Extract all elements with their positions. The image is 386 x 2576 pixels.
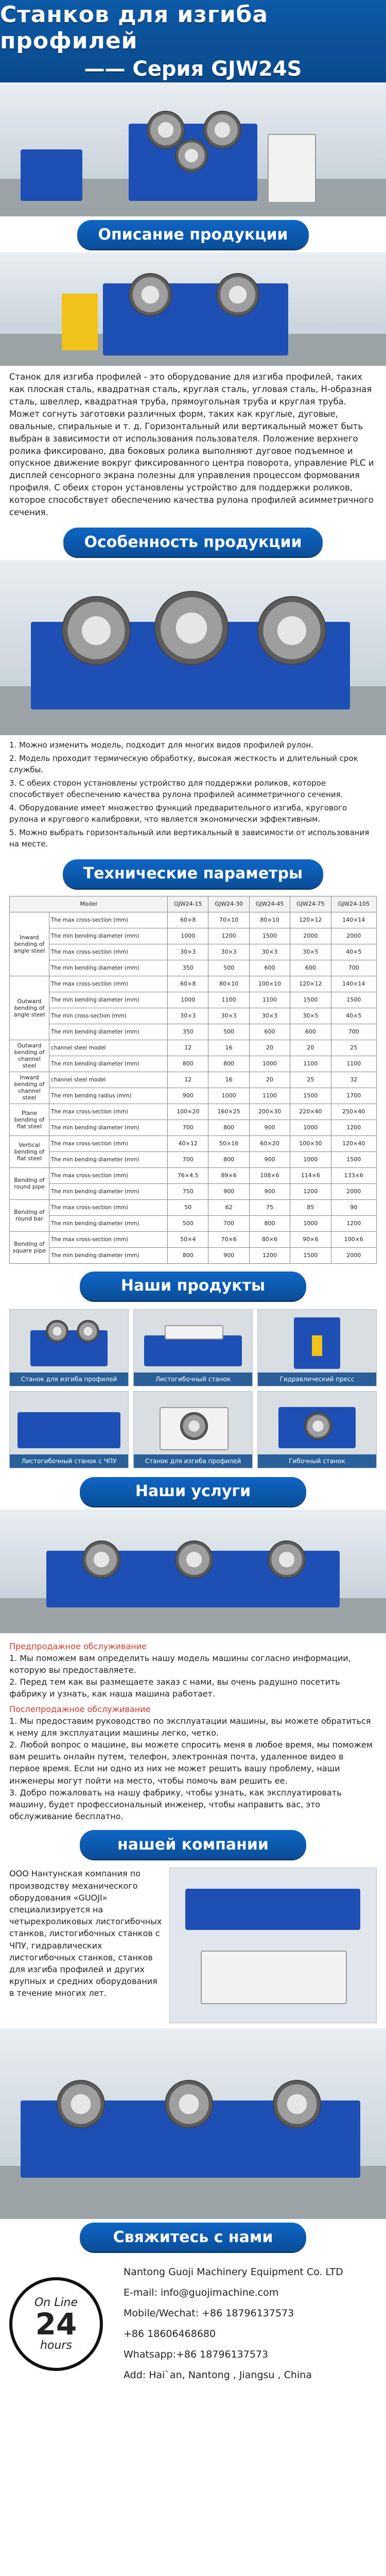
spec-cell: 120×12 (290, 912, 331, 928)
spec-cell: 25 (331, 1040, 376, 1056)
spec-cell: 80×6 (249, 1231, 290, 1247)
spec-row (10, 1024, 377, 1040)
spec-cell: 900 (249, 1151, 290, 1167)
section-products-title: Наши продукты (80, 1272, 306, 1300)
spec-cell: 350 (168, 1024, 208, 1040)
spec-cell: 1500 (290, 1247, 331, 1263)
section-services-header (0, 1473, 386, 1510)
banner-series: —— Серия GJW24S (84, 57, 302, 81)
description-machine-photo (0, 252, 386, 366)
spec-cell: 800 (208, 1120, 249, 1136)
spec-row (10, 992, 377, 1008)
services-text (0, 1633, 386, 1827)
spec-cell: 50×16 (208, 1136, 249, 1151)
spec-cell: 1000 (168, 992, 208, 1008)
spec-cell: 30×5 (290, 1008, 331, 1024)
spec-cell: 600 (249, 960, 290, 976)
spec-cell: 600 (290, 960, 331, 976)
spec-row (10, 960, 377, 976)
spec-model-col: GJW24-45 (249, 896, 290, 912)
products-grid (0, 1304, 386, 1473)
contact-mobile[interactable]: Mobile/Wechat: +86 18796137573 (124, 2308, 294, 2319)
spec-row-label: The max cross-section (mm) (49, 1231, 168, 1247)
feature-item: 3. С обеих сторон установлены устройство для поддержки роликов, которое способствует обеспечению качества рулона профилей асимметричного сечения. (9, 778, 343, 800)
spec-cell: 70×10 (208, 912, 249, 928)
spec-cell: 75 (249, 1199, 290, 1215)
section-contact-header (0, 2219, 386, 2255)
spec-group-label: Plane bending of flat steel (10, 1104, 49, 1136)
spec-row-label: The min bending diameter (mm) (49, 1183, 168, 1199)
product-label: Листогибочный станок с ЧПУ (10, 1454, 128, 1468)
spec-cell: 140×14 (331, 912, 376, 928)
title-banner (0, 0, 386, 82)
spec-cell: 20 (249, 1072, 290, 1088)
services-paragraph: 2. Перед тем как вы размещаете заказ с нами, вы очень радушно посетить фабрику и узнать, как наша машина работает. (9, 1677, 340, 1699)
contact-lines (124, 2262, 343, 2385)
feature-item: 1. Можно изменить модель, подходит для многих видов профилей рулон. (9, 740, 313, 750)
spec-model-col: GJW24-75 (290, 896, 331, 912)
spec-row (10, 1247, 377, 1263)
spec-cell: 900 (168, 1088, 208, 1104)
spec-cell: 20 (249, 1040, 290, 1056)
spec-cell: 114×6 (290, 1167, 331, 1183)
spec-row (10, 1231, 377, 1247)
spec-cell: 1500 (290, 992, 331, 1008)
spec-cell: 30×3 (208, 944, 249, 960)
spec-row-label: The max cross-section (mm) (49, 912, 168, 928)
spec-cell: 60×20 (249, 1136, 290, 1151)
banner-title: Станков для изгиба профилей (0, 2, 269, 54)
spec-row (10, 1072, 377, 1088)
spec-cell: 30×3 (208, 1008, 249, 1024)
spec-row (10, 928, 377, 944)
spec-model-col: GJW24-105 (331, 896, 376, 912)
spec-cell: 1200 (249, 1247, 290, 1263)
spec-cell: 100×10 (249, 976, 290, 992)
company-block (0, 1862, 386, 2028)
spec-cell: 1500 (249, 928, 290, 944)
spec-row-label: channel steel model (49, 1040, 168, 1056)
spec-model-col: GJW24-30 (208, 896, 249, 912)
spec-row-label: The min bending diameter (mm) (49, 1151, 168, 1167)
spec-cell: 200×30 (249, 1104, 290, 1120)
contact-whatsapp[interactable]: Whatsapp:+86 18796137573 (124, 2348, 269, 2360)
spec-group-label: Bending of round bar (10, 1199, 49, 1231)
spec-row-label: The min bending diameter (mm) (49, 1215, 168, 1231)
spec-cell: 90 (331, 1199, 376, 1215)
spec-cell: 30×5 (290, 944, 331, 960)
section-company-title: нашей компании (80, 1830, 306, 1859)
spec-cell: 750 (168, 1183, 208, 1199)
spec-row-label: The min bending radius (mm) (49, 1088, 168, 1104)
spec-row-label: The min bending diameter (mm) (49, 1056, 168, 1072)
clock-number: 24 (35, 2307, 77, 2342)
spec-cell: 700 (331, 1024, 376, 1040)
spec-row (10, 1104, 377, 1120)
spec-cell: 1200 (331, 1215, 376, 1231)
spec-row (10, 1120, 377, 1136)
spec-group-label: Inward bending of channel steel (10, 1072, 49, 1104)
features-list (0, 735, 386, 856)
spec-cell: 1000 (208, 1088, 249, 1104)
spec-group-label: Outward bending of angle steel (10, 976, 49, 1040)
spec-cell: 1500 (331, 1151, 376, 1167)
spec-cell: 500 (168, 1215, 208, 1231)
spec-cell: 1700 (331, 1088, 376, 1104)
spec-cell: 600 (249, 1024, 290, 1040)
product-tile[interactable] (9, 1309, 129, 1386)
section-description-title: Описание продукции (77, 220, 308, 249)
spec-cell: 2000 (331, 928, 376, 944)
spec-row-label: The max cross-section (mm) (49, 944, 168, 960)
spec-cell: 120×40 (331, 1136, 376, 1151)
contact-address: Add: Hai`an, Nantong , Jiangsu , China (124, 2369, 312, 2381)
spec-cell: 1200 (331, 1120, 376, 1136)
spec-cell: 80×10 (208, 976, 249, 992)
spec-row-label: The min bending diameter (mm) (49, 1120, 168, 1136)
spec-table (9, 896, 377, 1264)
description-text: Станок для изгиба профилей - это оборудование для изгиба профилей, таких как плоская сталь, квадратная сталь, круглая сталь, угловая сталь, H-образная сталь, швеллер, квадратная труба, прямоугольная труба и круглая труба. Может согнуть заготовки различных форм, таких как круглые, дуговые, овальные, спиральные и т. д. Горизонтальный или вертикальный может быть выбран в зависимости от использования пользователя. Положение верхнего ролика фиксировано, два боковых ролика выполняют дуговое подъемное и опускное движение вокруг фиксированного центра поворота, управление PLC и дисплей сенсорного экрана полезны для управления процессом формования профиля. С обеих сторон установлены устройство для поддержки роликов, которое способствует обеспечению качества рулона профилей асимметричного сечения. (9, 372, 374, 518)
product-label: Листогибочный станок (134, 1372, 252, 1386)
spec-cell: 32 (331, 1072, 376, 1088)
section-features-title: Особенность продукции (63, 528, 322, 556)
features-machine-photo (0, 560, 386, 735)
spec-cell: 85 (290, 1199, 331, 1215)
spec-cell: 100×20 (168, 1104, 208, 1120)
feature-item: 4. Оборудование имеет множество функций предварительного изгиба, кругового рулона и кругового калибровки, что является экономически эффективным. (9, 803, 347, 824)
services-heading: Послепродажное обслуживание (9, 1704, 151, 1714)
spec-cell: 1200 (208, 928, 249, 944)
spec-cell: 108×6 (249, 1167, 290, 1183)
services-paragraph: 1. Мы предоставим руководство по эксплуатации машины, вы можете обратиться к нему для эксплуатации машины легко, четко. (9, 1716, 371, 1738)
spec-row (10, 912, 377, 928)
spec-cell: 20 (290, 1040, 331, 1056)
spec-row-label: The min bending diameter (mm) (49, 1247, 168, 1263)
spec-row-label: The max cross-section (mm) (49, 1104, 168, 1120)
section-specs-header (0, 856, 386, 892)
product-tile[interactable] (133, 1309, 253, 1386)
spec-cell: 60×8 (168, 912, 208, 928)
product-label: Станок для изгиба профилей (134, 1454, 252, 1468)
spec-cell: 700 (331, 960, 376, 976)
spec-cell: 76×4.5 (168, 1167, 208, 1183)
spec-cell: 140×14 (331, 976, 376, 992)
spec-cell: 2000 (290, 928, 331, 944)
spec-row (10, 944, 377, 960)
product-tile[interactable] (257, 1391, 377, 1468)
spec-cell: 900 (208, 1183, 249, 1199)
spec-cell: 70×6 (208, 1231, 249, 1247)
spec-row-label: The max cross-section (mm) (49, 1167, 168, 1183)
spec-cell: 160×25 (208, 1104, 249, 1120)
spec-cell: 1100 (208, 992, 249, 1008)
spec-row (10, 976, 377, 992)
spec-header-row (10, 896, 377, 912)
spec-cell: 30×3 (168, 1008, 208, 1024)
contact-block (0, 2255, 386, 2401)
clock-bottom-text: hours (40, 2339, 72, 2352)
spec-cell: 1200 (290, 1183, 331, 1199)
spec-cell: 1000 (290, 1215, 331, 1231)
spec-cell: 1000 (290, 1151, 331, 1167)
services-heading: Предпродажное обслуживание (9, 1641, 147, 1651)
spec-group-label: Outward bending of channel steel (10, 1040, 49, 1072)
spec-cell: 900 (249, 1183, 290, 1199)
spec-cell: 1100 (290, 1056, 331, 1072)
section-description-header (0, 216, 386, 252)
spec-cell: 1000 (168, 928, 208, 944)
spec-cell: 700 (168, 1120, 208, 1136)
spec-row-label: channel steel model (49, 1072, 168, 1088)
spec-group-label: Bending of square pipe (10, 1231, 49, 1263)
spec-row (10, 1183, 377, 1199)
spec-cell: 1000 (249, 1056, 290, 1072)
spec-cell: 100×30 (290, 1136, 331, 1151)
spec-cell: 40×5 (331, 1008, 376, 1024)
spec-cell: 1100 (249, 992, 290, 1008)
spec-row (10, 1040, 377, 1056)
spec-cell: 16 (208, 1040, 249, 1056)
clock-top-text: On Line (34, 2296, 78, 2310)
spec-group-label: Inward bending of angle steel (10, 912, 49, 976)
spec-cell: 25 (290, 1072, 331, 1088)
spec-row (10, 1136, 377, 1151)
company-photo (169, 1868, 377, 2023)
section-contact-title: Свяжитесь с нами (80, 2223, 306, 2251)
spec-cell: 90×6 (290, 1231, 331, 1247)
spec-cell: 350 (168, 960, 208, 976)
spec-row-label: The max cross-section (mm) (49, 1136, 168, 1151)
spec-row (10, 1215, 377, 1231)
spec-cell: 500 (208, 1024, 249, 1040)
company-name: Nantong Guoji Machinery Equipment Co. LTD (124, 2266, 343, 2278)
spec-group-label: Bending of round pipe (10, 1167, 49, 1199)
section-features-header (0, 524, 386, 560)
spec-row-label: The min cross-section (mm) (49, 1008, 168, 1024)
spec-cell: 2000 (331, 1183, 376, 1199)
spec-cell: 700 (168, 1151, 208, 1167)
spec-cell: 40×12 (168, 1136, 208, 1151)
spec-cell: 1100 (249, 1088, 290, 1104)
spec-row-label: The min bending diameter (mm) (49, 992, 168, 1008)
spec-cell: 50 (168, 1199, 208, 1215)
spec-cell: 40×5 (331, 944, 376, 960)
services-paragraph: 2. Любой вопрос о машине, вы можете спросить меня в любое время, мы поможем вам решить онлайн путем, телефон, электронная почта, удаленное видео в первое время. Если ни одно из них не может решить вашу проблему, наши инженеры могут пойти на место, чтобы помочь вам решить ее. (9, 1740, 373, 1786)
spec-row-label: The max cross-section (mm) (49, 976, 168, 992)
spec-cell: 12 (168, 1072, 208, 1088)
company-text: ООО Нантунская компания по производству механического оборудования «GUOJI» специализируется на четырехроликовых листогибочных станков, листогибочных станков с ЧПУ, гидравлических листогибочных станков, станков для изгиба профилей и других крупных и средних оборудования в течение многих лет. (9, 1869, 162, 1998)
spec-cell: 1500 (331, 992, 376, 1008)
spec-cell: 800 (249, 1215, 290, 1231)
spec-group-label: Vertical bending of flat steel (10, 1136, 49, 1167)
spec-cell: 800 (208, 1056, 249, 1072)
spec-row (10, 1199, 377, 1215)
spec-cell: 250×40 (331, 1104, 376, 1120)
spec-cell: 89×6 (208, 1167, 249, 1183)
contact-email[interactable]: E-mail: info@guojimachine.com (124, 2287, 279, 2299)
services-paragraph: 1. Мы поможем вам определить нашу модель машины согласно информации, которую вы предоставляете. (9, 1653, 351, 1675)
feature-item: 5. Можно выбрать горизонтальный или вертикальный в зависимости от использования на месте. (9, 827, 370, 849)
spec-cell: 800 (168, 1056, 208, 1072)
spec-cell: 1500 (290, 1088, 331, 1104)
hero-machine-photo (0, 82, 386, 216)
spec-cell: 100×6 (331, 1231, 376, 1247)
spec-cell: 12 (168, 1040, 208, 1056)
spec-cell: 900 (208, 1247, 249, 1263)
spec-cell: 60×8 (168, 976, 208, 992)
spec-row-label: The min bending diameter (mm) (49, 960, 168, 976)
product-tile[interactable] (257, 1309, 377, 1386)
spec-cell: 62 (208, 1199, 249, 1215)
feature-item: 2. Модель проходит термическую обработку, высокая жесткость и длительный срок службы. (9, 753, 358, 775)
spec-row (10, 1008, 377, 1024)
contact-mobile-2[interactable]: +86 18606468680 (124, 2328, 216, 2340)
product-label: Гибочный станок (258, 1454, 376, 1468)
spec-row-label: The min bending diameter (mm) (49, 928, 168, 944)
spec-cell: 133×6 (331, 1167, 376, 1183)
spec-row-label: The max cross-section (mm) (49, 1199, 168, 1215)
spec-row (10, 1056, 377, 1072)
section-specs-title: Технические параметры (63, 859, 323, 888)
product-tile[interactable] (133, 1391, 253, 1468)
spec-cell: 30×3 (249, 1008, 290, 1024)
services-paragraph: 3. Добро пожаловать на нашу фабрику, чтобы узнать, как эксплуатировать машину, будет профессиональный инженер, чтобы направить вас, это обслуживание бесплатно. (9, 1787, 342, 1822)
online-24h-icon (9, 2277, 103, 2371)
spec-row (10, 1088, 377, 1104)
spec-cell: 30×3 (168, 944, 208, 960)
spec-cell: 500 (208, 960, 249, 976)
spec-cell: 120×12 (290, 976, 331, 992)
product-label: Станок для изгиба профилей (10, 1372, 128, 1386)
spec-row (10, 1151, 377, 1167)
section-services-title: Наши услуги (80, 1477, 306, 1506)
factory-photo (0, 2028, 386, 2219)
spec-cell: 16 (208, 1072, 249, 1088)
services-photo (0, 1510, 386, 1633)
spec-model-col: GJW24-15 (168, 896, 208, 912)
spec-cell: 1100 (331, 1056, 376, 1072)
spec-cell: 700 (208, 1215, 249, 1231)
section-company-header (0, 1826, 386, 1862)
spec-cell: 800 (168, 1247, 208, 1263)
product-tile[interactable] (9, 1391, 129, 1468)
spec-cell: 900 (249, 1120, 290, 1136)
spec-cell: 800 (208, 1151, 249, 1167)
spec-cell: 220×40 (290, 1104, 331, 1120)
spec-cell: 80×10 (249, 912, 290, 928)
spec-row-label: The min bending diameter (mm) (49, 1024, 168, 1040)
spec-cell: 30×3 (249, 944, 290, 960)
spec-cell: 50×4 (168, 1231, 208, 1247)
spec-cell: 600 (290, 1024, 331, 1040)
section-products-header (0, 1268, 386, 1304)
spec-row (10, 1167, 377, 1183)
spec-cell: 1000 (290, 1120, 331, 1136)
spec-cell: 2000 (331, 1247, 376, 1263)
spec-model-label: Model (10, 896, 168, 912)
product-label: Гидравлический пресс (258, 1372, 376, 1386)
